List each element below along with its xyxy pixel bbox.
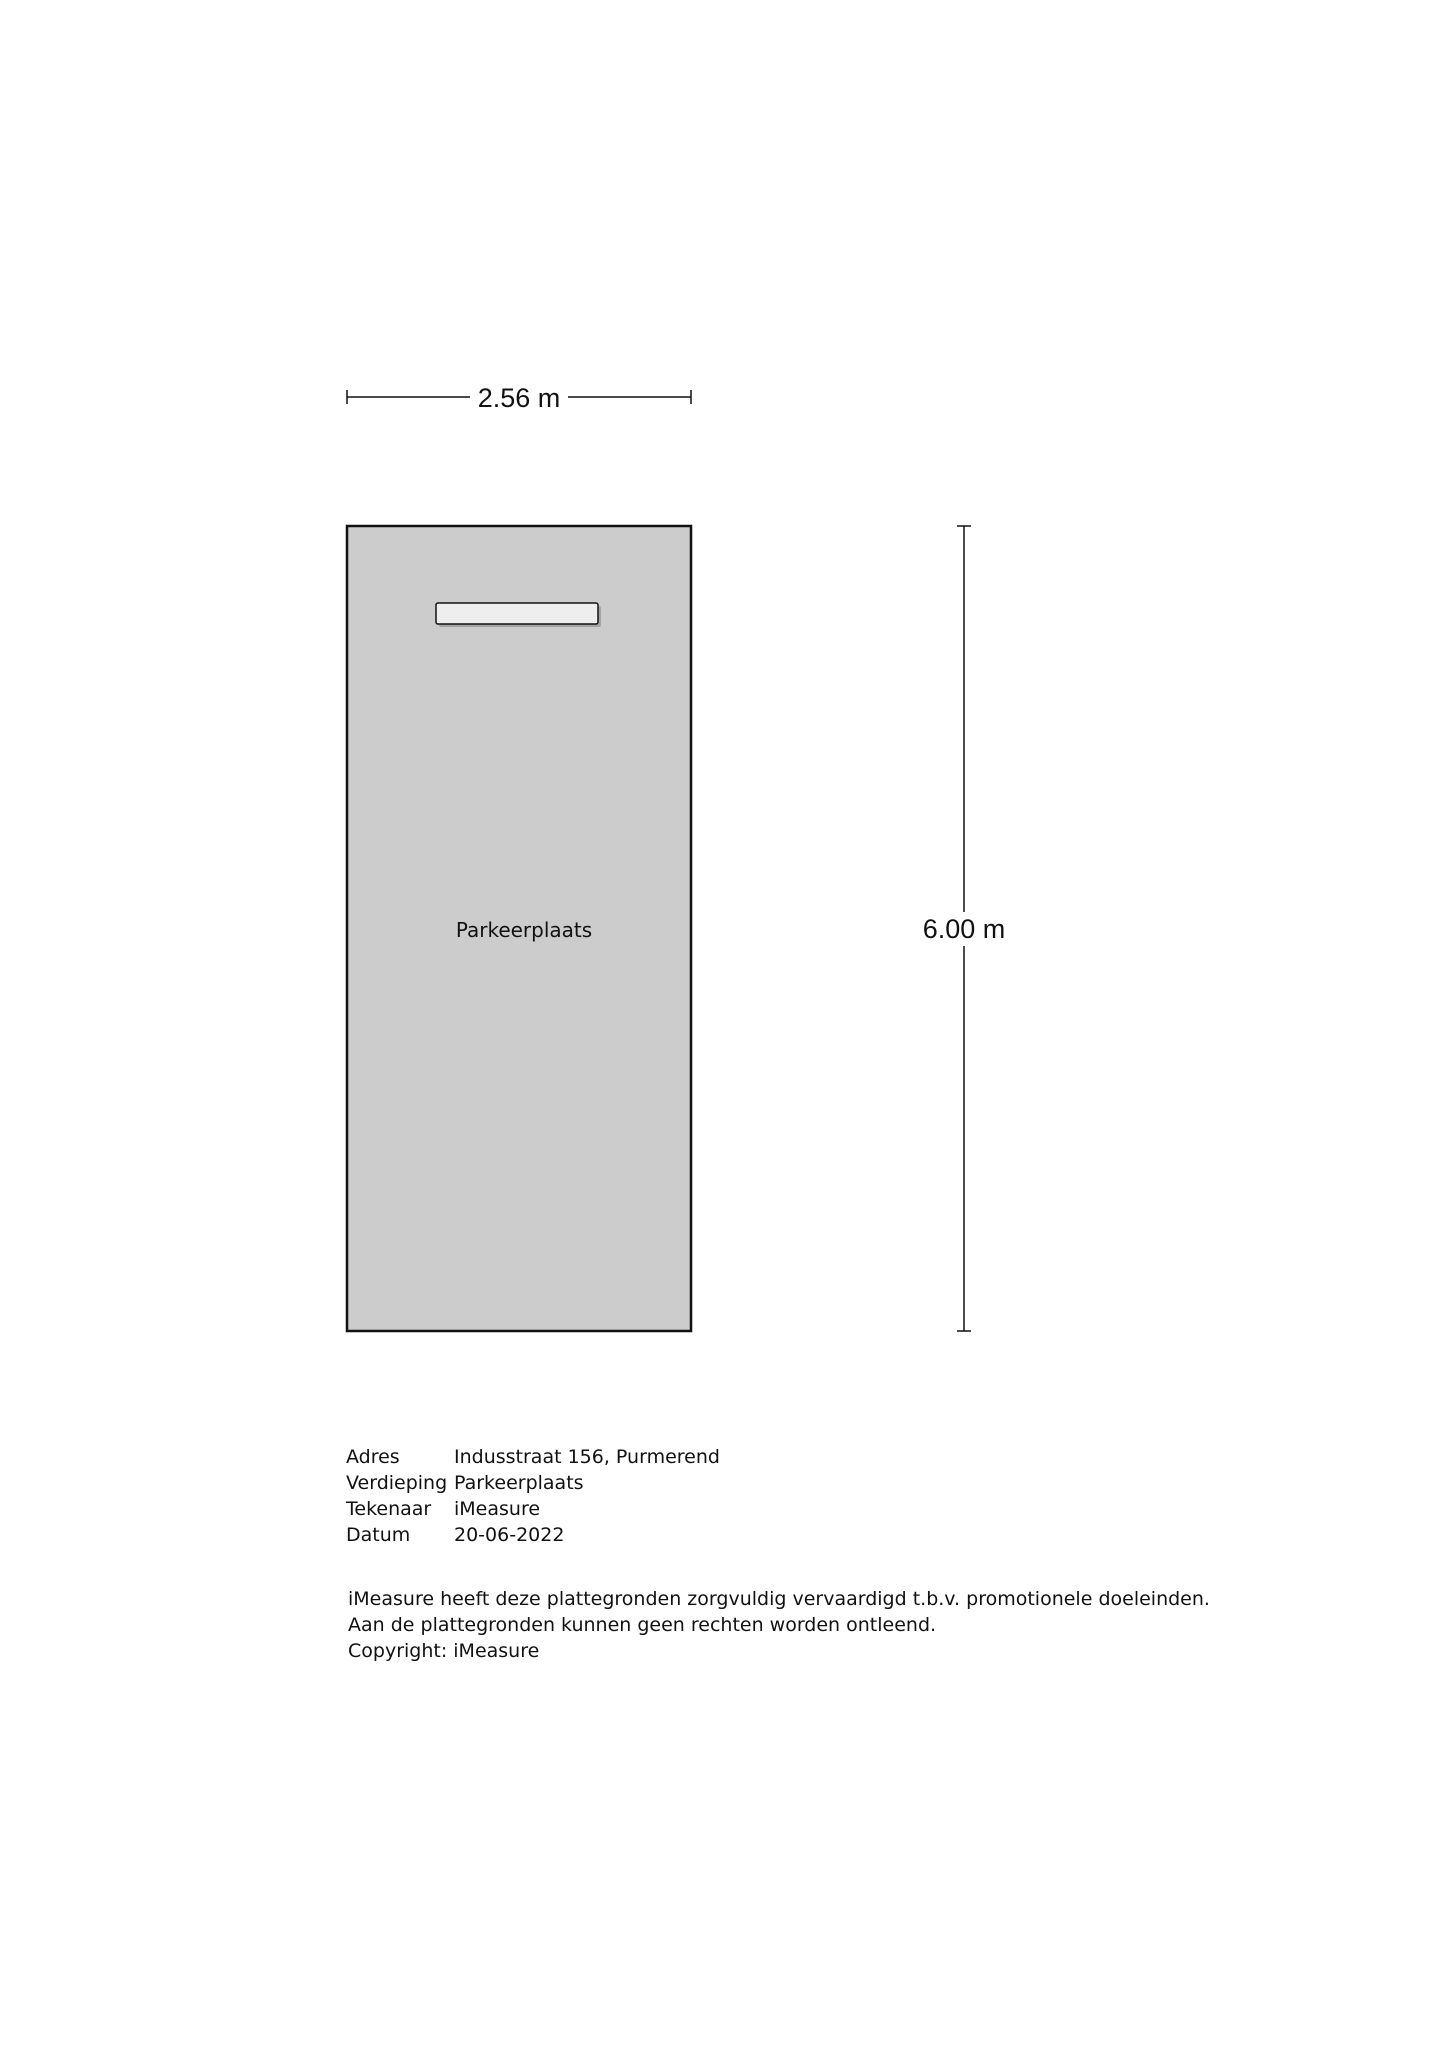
fixture-bar — [436, 603, 598, 624]
info-row-adres — [346, 1444, 720, 1470]
info-key: Adres — [346, 1446, 400, 1468]
info-value: iMeasure — [454, 1498, 541, 1520]
room-label: Parkeerplaats — [455, 918, 593, 942]
height-dimension — [923, 526, 1006, 1331]
disclaimer-line: Aan de plattegronden kunnen geen rechten worden ontleend. — [348, 1614, 937, 1636]
height-dimension-label: 6.00 m — [922, 914, 1006, 944]
info-value: Indusstraat 156, Purmerend — [454, 1446, 720, 1468]
info-value: 20-06-2022 — [454, 1524, 565, 1546]
info-key: Datum — [346, 1524, 411, 1546]
width-dimension — [347, 383, 691, 413]
disclaimer — [348, 1586, 1210, 1664]
info-table — [346, 1444, 720, 1548]
disclaimer-line: Copyright: iMeasure — [348, 1640, 540, 1662]
info-row-datum — [346, 1522, 720, 1548]
info-key: Tekenaar — [346, 1498, 432, 1520]
info-value: Parkeerplaats — [454, 1472, 584, 1494]
info-row-tekenaar — [346, 1496, 720, 1522]
info-row-verdieping — [346, 1470, 720, 1496]
room-parkeerplaats — [347, 526, 691, 1331]
width-dimension-label: 2.56 m — [477, 383, 561, 413]
info-key: Verdieping — [346, 1472, 448, 1494]
disclaimer-line: iMeasure heeft deze plattegronden zorgvuldig vervaardigd t.b.v. promotionele doeleinden. — [348, 1588, 1210, 1610]
